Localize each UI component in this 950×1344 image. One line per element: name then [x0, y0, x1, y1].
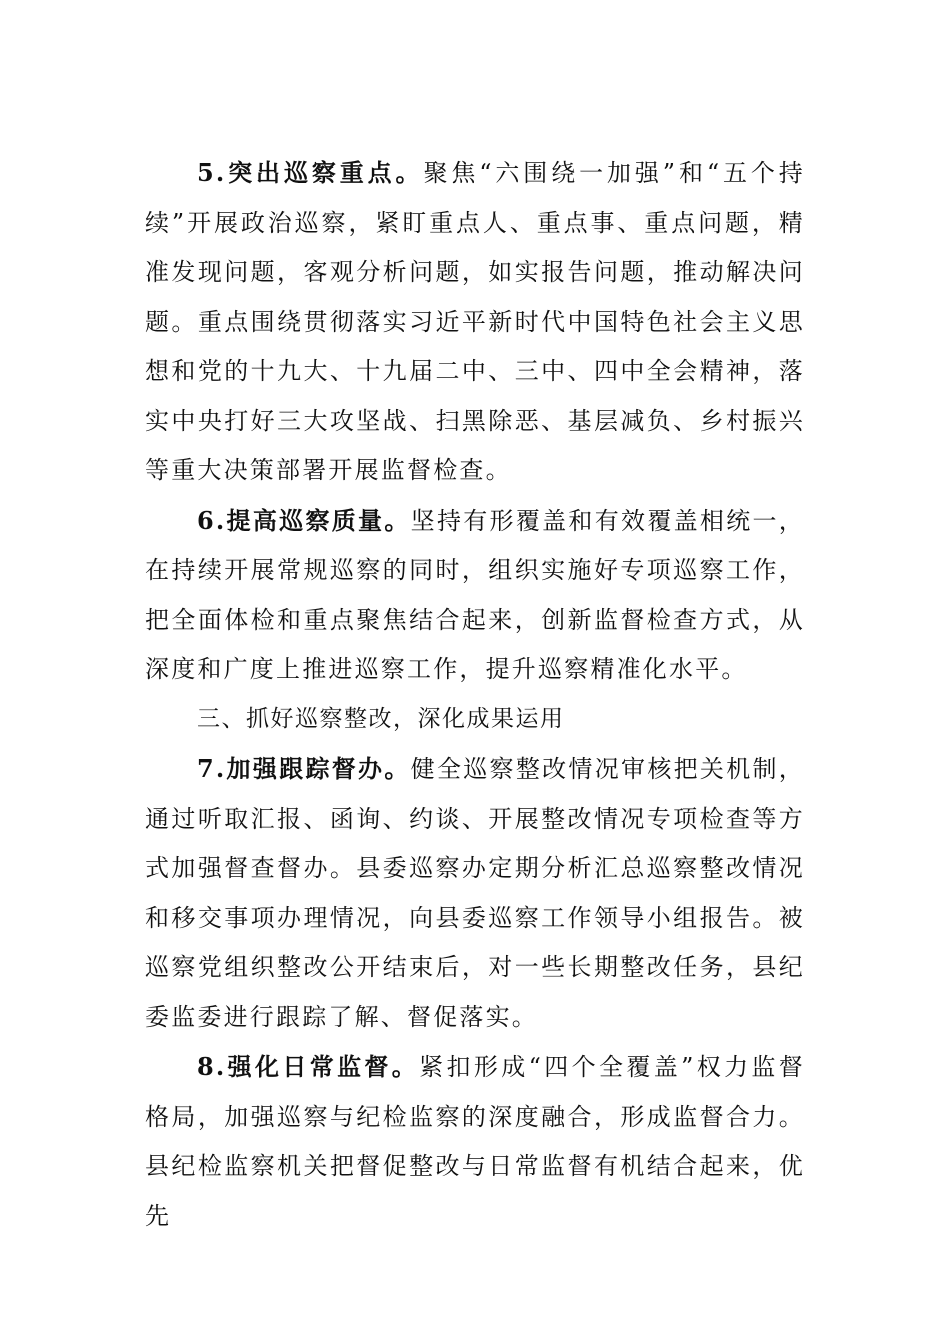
- section-heading: 三、抓好巡察整改，深化成果运用: [197, 705, 565, 732]
- item-body: 坚持有形覆盖和有效覆盖相统一，在持续开展常规巡察的同时，组织实施好专项巡察工作，把全面体检和重点聚焦结合起来，创新监督检查方式，从深度和广度上推进巡察工作，提升巡察精准化水平。: [145, 506, 806, 683]
- item-lead: 6.提高巡察质量。: [197, 505, 411, 535]
- paragraph-item-8: [145, 1042, 805, 1241]
- item-lead: 7.加强跟踪督办。: [197, 754, 411, 783]
- paragraph-item-6: [145, 496, 805, 695]
- item-body: 健全巡察整改情况审核把关机制，通过听取汇报、函询、约谈、开展整改情况专项检查等方式加强督查督办。县委巡察办定期分析汇总巡察整改情况和移交事项办理情况，向县委巡察工作领导小组报告。被巡察党组织整改公开结束后，对一些长期整改任务，县纪委监委进行跟踪了解、督促落实。: [145, 755, 806, 1031]
- paragraph-item-7: [145, 744, 805, 1042]
- paragraph-item-5: [145, 148, 805, 496]
- item-body: 紧扣形成“四个全覆盖”权力监督格局，加强巡察与纪检监察的深度融合，形成监督合力。县纪检监察机关把督促整改与日常监督有机结合起来，优先: [145, 1053, 805, 1230]
- item-lead: 8.强化日常监督。: [197, 1052, 420, 1081]
- item-lead: 5.突出巡察重点。: [197, 158, 424, 187]
- item-body: 聚焦“六围绕一加强”和“五个持续”开展政治巡察，紧盯重点人、重点事、重点问题，精准发现问题，客观分析问题，如实报告问题，推动解决问题。重点围绕贯彻落实习近平新时代中国特色社会主义思想和党的十九大、十九届二中、三中、四中全会精神，落实中央打好三大攻坚战、扫黑除恶、基层减负、乡村振兴等重大决策部署开展监督检查。: [145, 159, 805, 484]
- document-body: [145, 148, 805, 1241]
